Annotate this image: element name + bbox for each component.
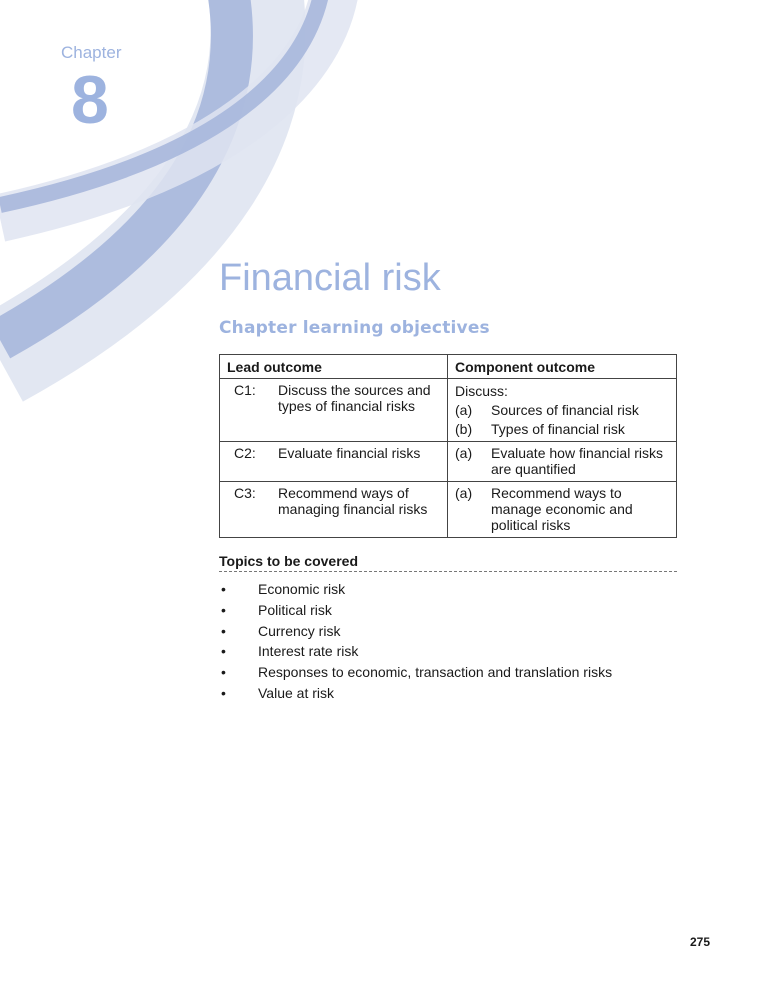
component-item <box>455 485 670 533</box>
lead-code: C1: <box>234 382 256 398</box>
list-item <box>219 641 612 662</box>
bullet-icon: • <box>221 581 226 597</box>
table-row <box>220 442 677 482</box>
lead-outcome-cell <box>220 482 448 538</box>
lead-text: Discuss the sources and types of financial risks <box>278 382 431 414</box>
bullet-icon: • <box>221 601 226 618</box>
list-item <box>219 662 612 683</box>
bullet-icon: • <box>221 664 226 681</box>
lead-code: C3: <box>234 485 256 501</box>
topics-list <box>219 579 612 704</box>
bullet-icon: • <box>221 684 226 701</box>
component-letter: (a) <box>455 485 473 501</box>
component-text: Recommend ways to manage economic and political risks <box>491 485 633 533</box>
topic-text: Political risk <box>258 601 332 618</box>
lead-outcome-cell <box>220 379 448 442</box>
lead-outcome-cell <box>220 442 448 482</box>
learning-objectives-table <box>219 354 677 538</box>
table-header-row <box>220 355 677 379</box>
bullet-icon: • <box>221 622 226 639</box>
chapter-number: 8 <box>71 62 109 138</box>
component-item <box>455 445 670 477</box>
table-row <box>220 482 677 538</box>
component-outcome-cell <box>448 379 677 442</box>
column-header-component-outcome: Component outcome <box>448 355 677 379</box>
list-item <box>219 683 612 704</box>
topic-text: Value at risk <box>258 684 334 701</box>
topics-heading: Topics to be covered <box>219 553 358 569</box>
component-text: Sources of financial risk <box>491 402 639 418</box>
component-letter: (a) <box>455 402 473 418</box>
bullet-icon: • <box>221 643 226 660</box>
chapter-label: Chapter <box>61 43 122 62</box>
topic-text: Responses to economic, transaction and translation risks <box>258 664 613 681</box>
component-outcome-cell <box>448 482 677 538</box>
component-intro: Discuss: <box>455 383 508 399</box>
topic-text: Interest rate risk <box>258 643 359 660</box>
list-item <box>219 600 612 621</box>
lead-text: Evaluate financial risks <box>278 445 421 461</box>
component-text: Evaluate how financial risks are quantified <box>491 445 663 477</box>
table-row <box>220 379 677 442</box>
component-item <box>455 421 670 437</box>
column-header-lead-outcome: Lead outcome <box>220 355 448 379</box>
component-item <box>455 402 670 418</box>
section-heading-learning-objectives: Chapter learning objectives <box>219 318 490 338</box>
component-text: Types of financial risk <box>491 421 625 437</box>
dashed-divider <box>219 571 677 572</box>
topic-text: Currency risk <box>258 622 341 639</box>
component-outcome-cell <box>448 442 677 482</box>
component-letter: (b) <box>455 421 473 437</box>
page-number: 275 <box>690 935 711 949</box>
topic-text: Economic risk <box>258 581 346 597</box>
list-item <box>219 579 612 600</box>
list-item <box>219 621 612 642</box>
lead-code: C2: <box>234 445 256 461</box>
lead-text: Recommend ways of managing financial risks <box>278 485 428 517</box>
page-title: Financial risk <box>219 257 441 299</box>
component-letter: (a) <box>455 445 473 461</box>
